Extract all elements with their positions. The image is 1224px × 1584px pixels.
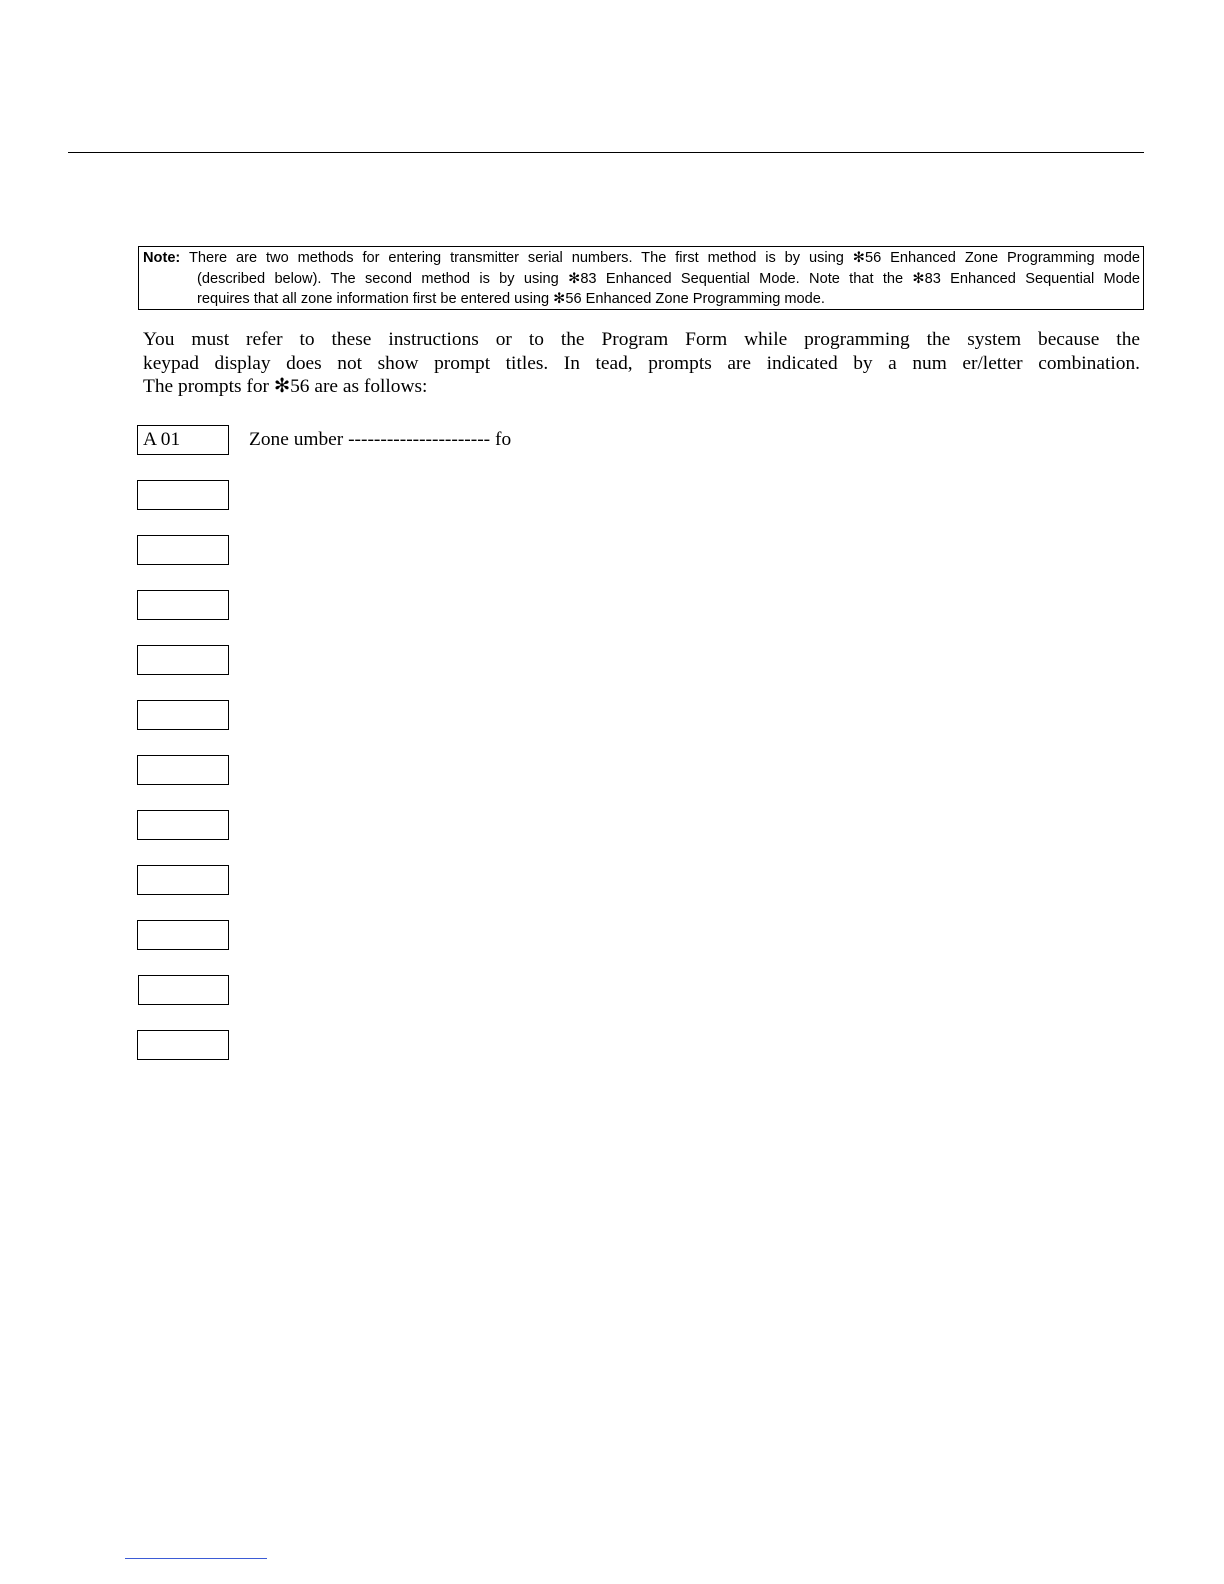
note-line-2: (described below). The second method is by using ✻83 Enhanced Sequential Mode. Note that the ✻83 Enhanced Sequential Mode <box>197 270 1140 287</box>
intro-line-3: The prompts for ✻56 are as follows: <box>143 376 428 397</box>
note-line-1: Note: There are two methods for entering transmitter serial numbers. The first method is by using ✻56 Enhanced Zone Programming mode <box>143 250 1140 266</box>
prompt-box-1: A 01 <box>137 425 229 455</box>
note-line-3: requires that all zone information first be entered using ✻56 Enhanced Zone Programming mode. <box>197 291 825 307</box>
intro-line-2: keypad display does not show prompt titles. In tead, prompts are indicated by a num er/letter combination. <box>143 352 1140 374</box>
prompt-box-10 <box>137 920 229 950</box>
note-box <box>138 246 1144 310</box>
prompt-box-12 <box>137 1030 229 1060</box>
prompt-box-7 <box>137 755 229 785</box>
prompt-box-5 <box>137 645 229 675</box>
footer-link-underline <box>125 1558 267 1559</box>
intro-line-1: You must refer to these instructions or to the Program Form while programming the system because the <box>143 329 1140 350</box>
prompt-box-3 <box>137 535 229 565</box>
note-label: Note: <box>143 250 181 266</box>
prompt-description-1: Zone umber ---------------------- fo <box>249 429 512 450</box>
prompt-box-6 <box>137 700 229 730</box>
header-rule <box>68 152 1144 153</box>
prompt-box-2 <box>137 480 229 510</box>
intro-paragraph <box>143 328 1140 399</box>
prompt-box-9 <box>137 865 229 895</box>
prompt-box-4 <box>137 590 229 620</box>
prompt-box-8 <box>137 810 229 840</box>
prompt-box-11 <box>138 975 229 1005</box>
